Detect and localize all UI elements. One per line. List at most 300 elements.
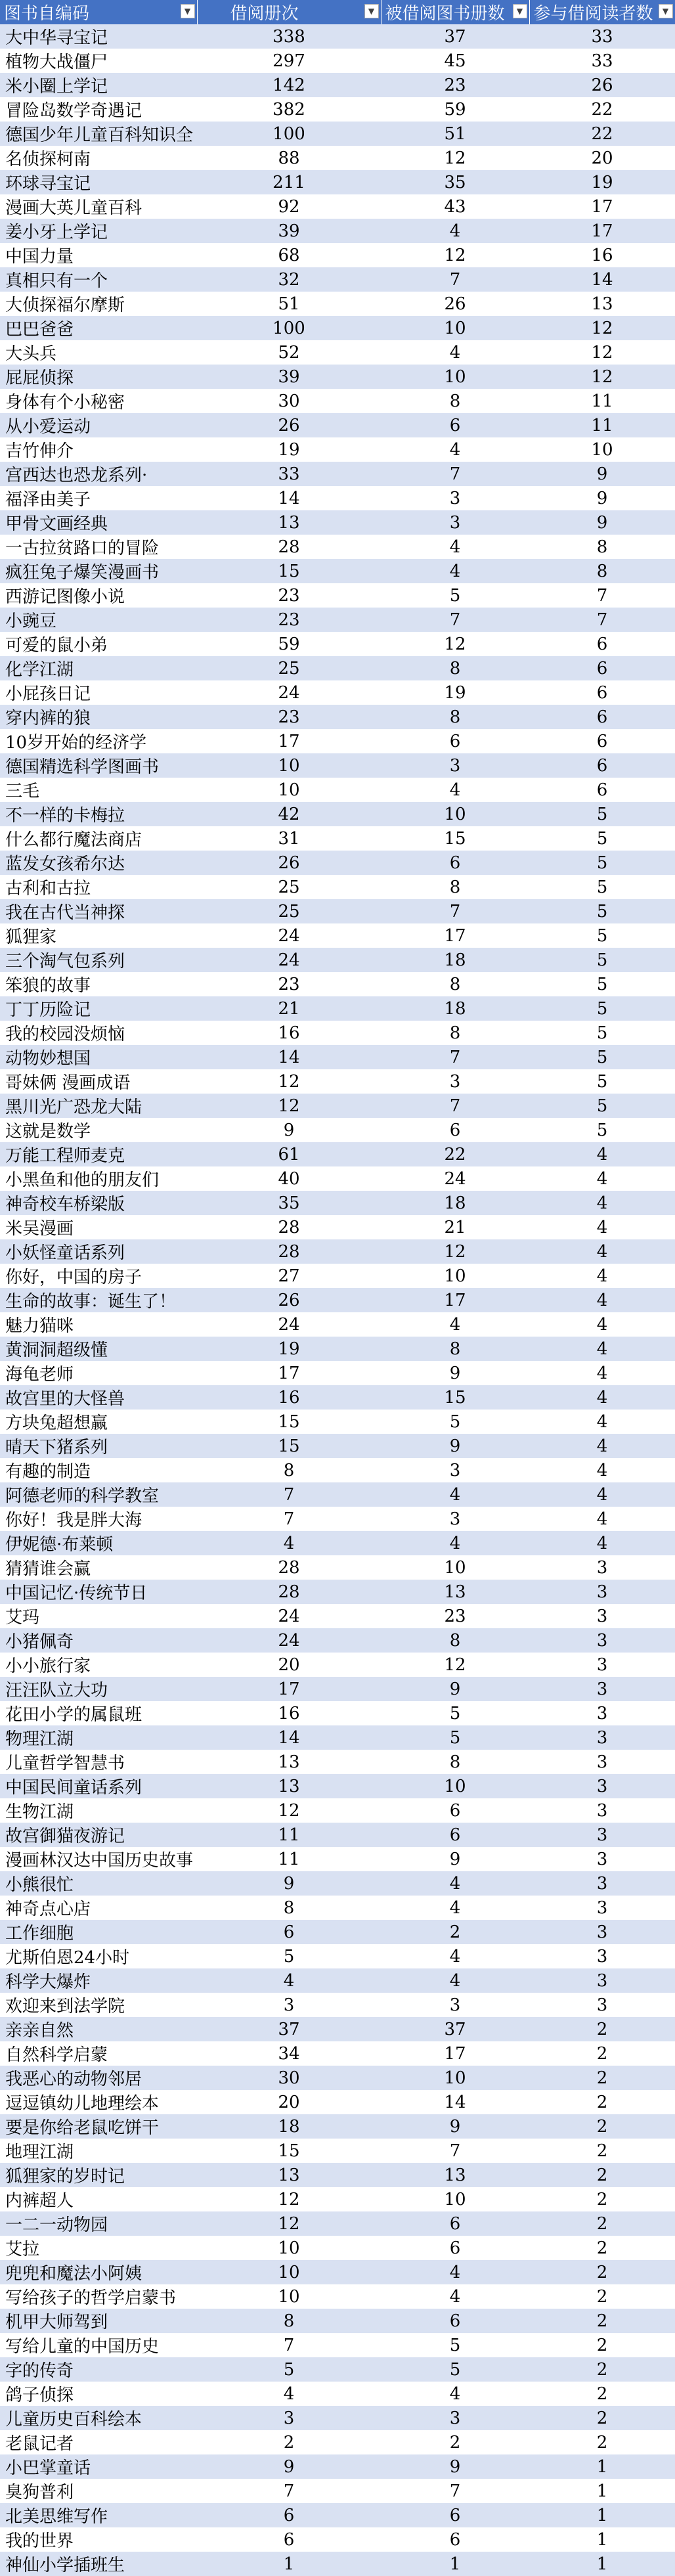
cell-reader-count[interactable]: 2 xyxy=(529,2309,675,2333)
column-header-reader-count[interactable] xyxy=(529,0,675,24)
cell-borrow-count[interactable]: 338 xyxy=(197,24,381,49)
cell-borrow-count[interactable]: 27 xyxy=(197,1264,381,1288)
cell-borrowed-books[interactable]: 3 xyxy=(381,486,529,510)
cell-borrow-count[interactable]: 15 xyxy=(197,1434,381,1458)
cell-reader-count[interactable]: 26 xyxy=(529,73,675,97)
cell-borrow-count[interactable]: 18 xyxy=(197,2114,381,2139)
cell-book-code[interactable]: 小豌豆 xyxy=(0,608,197,632)
cell-book-code[interactable]: 笨狼的故事 xyxy=(0,972,197,996)
cell-borrowed-books[interactable]: 10 xyxy=(381,1555,529,1580)
cell-borrowed-books[interactable]: 51 xyxy=(381,122,529,146)
cell-book-code[interactable]: 尤斯伯恩24小时 xyxy=(0,1944,197,1968)
cell-borrow-count[interactable]: 13 xyxy=(197,2163,381,2187)
cell-book-code[interactable]: 德国少年儿童百科知识全 xyxy=(0,122,197,146)
cell-borrowed-books[interactable]: 8 xyxy=(381,875,529,899)
cell-reader-count[interactable]: 33 xyxy=(529,49,675,73)
cell-borrowed-books[interactable]: 3 xyxy=(381,1507,529,1531)
cell-reader-count[interactable]: 5 xyxy=(529,826,675,851)
cell-borrowed-books[interactable]: 6 xyxy=(381,729,529,753)
cell-book-code[interactable]: 西游记图像小说 xyxy=(0,583,197,608)
cell-reader-count[interactable]: 4 xyxy=(529,1385,675,1410)
cell-borrow-count[interactable]: 16 xyxy=(197,1701,381,1725)
cell-borrow-count[interactable]: 4 xyxy=(197,1968,381,1993)
cell-reader-count[interactable]: 3 xyxy=(529,1968,675,1993)
cell-borrowed-books[interactable]: 7 xyxy=(381,899,529,923)
cell-book-code[interactable]: 环球寻宝记 xyxy=(0,170,197,194)
cell-reader-count[interactable]: 4 xyxy=(529,1410,675,1434)
cell-borrowed-books[interactable]: 4 xyxy=(381,778,529,802)
cell-borrowed-books[interactable]: 12 xyxy=(381,1653,529,1677)
cell-reader-count[interactable]: 6 xyxy=(529,656,675,680)
cell-book-code[interactable]: 大侦探福尔摩斯 xyxy=(0,292,197,316)
cell-reader-count[interactable]: 6 xyxy=(529,632,675,656)
cell-borrow-count[interactable]: 142 xyxy=(197,73,381,97)
cell-borrowed-books[interactable]: 4 xyxy=(381,1482,529,1507)
cell-borrowed-books[interactable]: 4 xyxy=(381,1944,529,1968)
cell-book-code[interactable]: 字的传奇 xyxy=(0,2357,197,2382)
cell-borrowed-books[interactable]: 7 xyxy=(381,1094,529,1118)
cell-borrow-count[interactable]: 32 xyxy=(197,267,381,292)
cell-book-code[interactable]: 写给孩子的哲学启蒙书 xyxy=(0,2284,197,2309)
cell-borrow-count[interactable]: 297 xyxy=(197,49,381,73)
cell-borrowed-books[interactable]: 4 xyxy=(381,437,529,462)
cell-borrow-count[interactable]: 42 xyxy=(197,802,381,826)
cell-borrow-count[interactable]: 25 xyxy=(197,875,381,899)
cell-book-code[interactable]: 阿德老师的科学教室 xyxy=(0,1482,197,1507)
cell-borrow-count[interactable]: 7 xyxy=(197,1507,381,1531)
cell-book-code[interactable]: 亲亲自然 xyxy=(0,2017,197,2041)
cell-borrowed-books[interactable]: 4 xyxy=(381,1531,529,1555)
cell-reader-count[interactable]: 2 xyxy=(529,2406,675,2430)
cell-borrowed-books[interactable]: 5 xyxy=(381,2333,529,2357)
cell-book-code[interactable]: 疯狂兔子爆笑漫画书 xyxy=(0,559,197,583)
cell-book-code[interactable]: 小屁孩日记 xyxy=(0,680,197,705)
cell-borrowed-books[interactable]: 35 xyxy=(381,170,529,194)
cell-reader-count[interactable]: 2 xyxy=(529,2187,675,2211)
cell-borrowed-books[interactable]: 13 xyxy=(381,2163,529,2187)
cell-borrowed-books[interactable]: 26 xyxy=(381,292,529,316)
cell-borrow-count[interactable]: 6 xyxy=(197,2503,381,2527)
cell-book-code[interactable]: 漫画林汉达中国历史故事 xyxy=(0,1847,197,1871)
cell-borrowed-books[interactable]: 4 xyxy=(381,219,529,243)
cell-reader-count[interactable]: 3 xyxy=(529,1896,675,1920)
cell-borrowed-books[interactable]: 3 xyxy=(381,1069,529,1094)
cell-book-code[interactable]: 什么都行魔法商店 xyxy=(0,826,197,851)
cell-reader-count[interactable]: 16 xyxy=(529,243,675,267)
cell-borrow-count[interactable]: 33 xyxy=(197,462,381,486)
cell-book-code[interactable]: 丁丁历险记 xyxy=(0,996,197,1021)
cell-borrowed-books[interactable]: 4 xyxy=(381,559,529,583)
cell-reader-count[interactable]: 22 xyxy=(529,122,675,146)
cell-borrow-count[interactable]: 17 xyxy=(197,1677,381,1701)
cell-borrow-count[interactable]: 24 xyxy=(197,1628,381,1653)
cell-borrowed-books[interactable]: 21 xyxy=(381,1215,529,1239)
cell-reader-count[interactable]: 5 xyxy=(529,1069,675,1094)
cell-borrow-count[interactable]: 7 xyxy=(197,1482,381,1507)
cell-borrowed-books[interactable]: 5 xyxy=(381,1725,529,1750)
cell-borrow-count[interactable]: 12 xyxy=(197,1094,381,1118)
cell-borrow-count[interactable]: 13 xyxy=(197,1750,381,1774)
cell-book-code[interactable]: 姜小牙上学记 xyxy=(0,219,197,243)
cell-book-code[interactable]: 北美思维写作 xyxy=(0,2503,197,2527)
cell-reader-count[interactable]: 2 xyxy=(529,2357,675,2382)
cell-reader-count[interactable]: 2 xyxy=(529,2139,675,2163)
cell-book-code[interactable]: 晴天下猪系列 xyxy=(0,1434,197,1458)
cell-borrow-count[interactable]: 6 xyxy=(197,1920,381,1944)
cell-borrow-count[interactable]: 31 xyxy=(197,826,381,851)
cell-book-code[interactable]: 蓝发女孩希尔达 xyxy=(0,851,197,875)
cell-book-code[interactable]: 冒险岛数学奇遇记 xyxy=(0,97,197,122)
cell-borrow-count[interactable]: 13 xyxy=(197,510,381,535)
cell-borrow-count[interactable]: 24 xyxy=(197,1604,381,1628)
cell-reader-count[interactable]: 1 xyxy=(529,2454,675,2479)
cell-reader-count[interactable]: 4 xyxy=(529,1312,675,1337)
cell-borrowed-books[interactable]: 6 xyxy=(381,1798,529,1823)
cell-borrow-count[interactable]: 19 xyxy=(197,1337,381,1361)
cell-reader-count[interactable]: 3 xyxy=(529,1628,675,1653)
cell-book-code[interactable]: 福泽由美子 xyxy=(0,486,197,510)
cell-reader-count[interactable]: 9 xyxy=(529,462,675,486)
cell-book-code[interactable]: 10岁开始的经济学 xyxy=(0,729,197,753)
cell-book-code[interactable]: 一古拉贫路口的冒险 xyxy=(0,535,197,559)
cell-borrow-count[interactable]: 8 xyxy=(197,2309,381,2333)
cell-borrowed-books[interactable]: 12 xyxy=(381,632,529,656)
cell-reader-count[interactable]: 17 xyxy=(529,194,675,219)
cell-borrowed-books[interactable]: 7 xyxy=(381,462,529,486)
cell-borrow-count[interactable]: 9 xyxy=(197,1871,381,1896)
cell-reader-count[interactable]: 11 xyxy=(529,413,675,437)
cell-borrow-count[interactable]: 4 xyxy=(197,2382,381,2406)
cell-book-code[interactable]: 鸽子侦探 xyxy=(0,2382,197,2406)
cell-book-code[interactable]: 化学江湖 xyxy=(0,656,197,680)
cell-book-code[interactable]: 逗逗镇幼儿地理绘本 xyxy=(0,2090,197,2114)
cell-borrowed-books[interactable]: 5 xyxy=(381,1701,529,1725)
cell-borrow-count[interactable]: 7 xyxy=(197,2479,381,2503)
cell-reader-count[interactable]: 4 xyxy=(529,1142,675,1166)
cell-reader-count[interactable]: 3 xyxy=(529,1750,675,1774)
cell-book-code[interactable]: 宫西达也恐龙系列· xyxy=(0,462,197,486)
cell-book-code[interactable]: 花田小学的属鼠班 xyxy=(0,1701,197,1725)
cell-book-code[interactable]: 中国力量 xyxy=(0,243,197,267)
cell-borrowed-books[interactable]: 4 xyxy=(381,2260,529,2284)
cell-reader-count[interactable]: 6 xyxy=(529,680,675,705)
cell-reader-count[interactable]: 3 xyxy=(529,1823,675,1847)
cell-book-code[interactable]: 名侦探柯南 xyxy=(0,146,197,170)
cell-reader-count[interactable]: 3 xyxy=(529,1653,675,1677)
cell-book-code[interactable]: 魅力猫咪 xyxy=(0,1312,197,1337)
cell-borrowed-books[interactable]: 12 xyxy=(381,243,529,267)
cell-borrowed-books[interactable]: 3 xyxy=(381,1458,529,1482)
cell-borrowed-books[interactable]: 17 xyxy=(381,923,529,948)
cell-borrowed-books[interactable]: 15 xyxy=(381,826,529,851)
cell-reader-count[interactable]: 2 xyxy=(529,2114,675,2139)
filter-dropdown-icon[interactable]: ▼ xyxy=(364,4,379,18)
cell-reader-count[interactable]: 2 xyxy=(529,2260,675,2284)
cell-borrow-count[interactable]: 10 xyxy=(197,753,381,778)
cell-book-code[interactable]: 科学大爆炸 xyxy=(0,1968,197,1993)
cell-borrowed-books[interactable]: 9 xyxy=(381,1677,529,1701)
cell-reader-count[interactable]: 1 xyxy=(529,2552,675,2576)
cell-reader-count[interactable]: 3 xyxy=(529,1580,675,1604)
cell-reader-count[interactable]: 22 xyxy=(529,97,675,122)
cell-borrowed-books[interactable]: 10 xyxy=(381,316,529,340)
cell-book-code[interactable]: 你好！我是胖大海 xyxy=(0,1507,197,1531)
cell-borrowed-books[interactable]: 8 xyxy=(381,1750,529,1774)
cell-borrow-count[interactable]: 16 xyxy=(197,1385,381,1410)
cell-borrowed-books[interactable]: 14 xyxy=(381,2090,529,2114)
cell-borrow-count[interactable]: 39 xyxy=(197,365,381,389)
cell-borrowed-books[interactable]: 59 xyxy=(381,97,529,122)
cell-borrow-count[interactable]: 4 xyxy=(197,1531,381,1555)
cell-borrowed-books[interactable]: 10 xyxy=(381,1264,529,1288)
cell-borrow-count[interactable]: 52 xyxy=(197,340,381,365)
cell-borrowed-books[interactable]: 17 xyxy=(381,1288,529,1312)
cell-borrowed-books[interactable]: 6 xyxy=(381,1823,529,1847)
cell-reader-count[interactable]: 2 xyxy=(529,2163,675,2187)
cell-reader-count[interactable]: 5 xyxy=(529,1045,675,1069)
cell-reader-count[interactable]: 20 xyxy=(529,146,675,170)
cell-borrowed-books[interactable]: 4 xyxy=(381,2284,529,2309)
cell-borrow-count[interactable]: 6 xyxy=(197,2527,381,2552)
cell-borrowed-books[interactable]: 12 xyxy=(381,146,529,170)
cell-borrow-count[interactable]: 15 xyxy=(197,559,381,583)
cell-borrow-count[interactable]: 5 xyxy=(197,1944,381,1968)
cell-borrow-count[interactable]: 17 xyxy=(197,729,381,753)
cell-book-code[interactable]: 我的校园没烦恼 xyxy=(0,1021,197,1045)
cell-book-code[interactable]: 臭狗普利 xyxy=(0,2479,197,2503)
cell-book-code[interactable]: 小猪佩奇 xyxy=(0,1628,197,1653)
cell-book-code[interactable]: 屁屁侦探 xyxy=(0,365,197,389)
cell-book-code[interactable]: 神奇点心店 xyxy=(0,1896,197,1920)
cell-borrow-count[interactable]: 51 xyxy=(197,292,381,316)
cell-borrowed-books[interactable]: 9 xyxy=(381,1434,529,1458)
cell-borrow-count[interactable]: 35 xyxy=(197,1191,381,1215)
cell-borrow-count[interactable]: 28 xyxy=(197,1580,381,1604)
cell-book-code[interactable]: 内裤超人 xyxy=(0,2187,197,2211)
cell-borrowed-books[interactable]: 15 xyxy=(381,1385,529,1410)
cell-book-code[interactable]: 狐狸家 xyxy=(0,923,197,948)
cell-book-code[interactable]: 方块兔超想赢 xyxy=(0,1410,197,1434)
cell-book-code[interactable]: 米吴漫画 xyxy=(0,1215,197,1239)
cell-book-code[interactable]: 漫画大英儿童百科 xyxy=(0,194,197,219)
cell-borrowed-books[interactable]: 4 xyxy=(381,1312,529,1337)
cell-book-code[interactable]: 米小圈上学记 xyxy=(0,73,197,97)
cell-reader-count[interactable]: 6 xyxy=(529,729,675,753)
filter-dropdown-icon[interactable]: ▼ xyxy=(181,4,195,18)
cell-borrow-count[interactable]: 24 xyxy=(197,680,381,705)
cell-borrowed-books[interactable]: 10 xyxy=(381,1774,529,1798)
cell-book-code[interactable]: 海龟老师 xyxy=(0,1361,197,1385)
cell-borrow-count[interactable]: 8 xyxy=(197,1896,381,1920)
cell-borrow-count[interactable]: 28 xyxy=(197,1239,381,1264)
cell-borrow-count[interactable]: 26 xyxy=(197,1288,381,1312)
cell-reader-count[interactable]: 2 xyxy=(529,2090,675,2114)
cell-reader-count[interactable]: 2 xyxy=(529,2430,675,2454)
cell-borrowed-books[interactable]: 5 xyxy=(381,583,529,608)
cell-book-code[interactable]: 你好，中国的房子 xyxy=(0,1264,197,1288)
cell-borrow-count[interactable]: 11 xyxy=(197,1847,381,1871)
cell-borrow-count[interactable]: 24 xyxy=(197,948,381,972)
cell-borrowed-books[interactable]: 6 xyxy=(381,2236,529,2260)
cell-reader-count[interactable]: 2 xyxy=(529,2041,675,2066)
cell-borrowed-books[interactable]: 10 xyxy=(381,365,529,389)
cell-book-code[interactable]: 大中华寻宝记 xyxy=(0,24,197,49)
cell-borrow-count[interactable]: 25 xyxy=(197,656,381,680)
column-header-borrow-count[interactable] xyxy=(197,0,381,24)
cell-borrow-count[interactable]: 28 xyxy=(197,1215,381,1239)
cell-book-code[interactable]: 猜猜谁会赢 xyxy=(0,1555,197,1580)
cell-borrow-count[interactable]: 11 xyxy=(197,1823,381,1847)
cell-borrow-count[interactable]: 40 xyxy=(197,1166,381,1191)
cell-reader-count[interactable]: 1 xyxy=(529,2527,675,2552)
cell-book-code[interactable]: 兜兜和魔法小阿姨 xyxy=(0,2260,197,2284)
cell-borrowed-books[interactable]: 7 xyxy=(381,2139,529,2163)
cell-borrow-count[interactable]: 3 xyxy=(197,1993,381,2017)
cell-borrow-count[interactable]: 92 xyxy=(197,194,381,219)
cell-book-code[interactable]: 要是你给老鼠吃饼干 xyxy=(0,2114,197,2139)
cell-borrowed-books[interactable]: 4 xyxy=(381,1968,529,1993)
cell-reader-count[interactable]: 4 xyxy=(529,1264,675,1288)
cell-reader-count[interactable]: 3 xyxy=(529,1993,675,2017)
cell-borrowed-books[interactable]: 10 xyxy=(381,2066,529,2090)
cell-book-code[interactable]: 可爱的鼠小弟 xyxy=(0,632,197,656)
cell-book-code[interactable]: 神奇校车桥梁版 xyxy=(0,1191,197,1215)
cell-book-code[interactable]: 动物妙想国 xyxy=(0,1045,197,1069)
cell-borrowed-books[interactable]: 45 xyxy=(381,49,529,73)
cell-borrowed-books[interactable]: 8 xyxy=(381,1337,529,1361)
cell-book-code[interactable]: 艾玛 xyxy=(0,1604,197,1628)
cell-borrowed-books[interactable]: 6 xyxy=(381,2503,529,2527)
cell-reader-count[interactable]: 19 xyxy=(529,170,675,194)
cell-borrow-count[interactable]: 12 xyxy=(197,1069,381,1094)
cell-reader-count[interactable]: 5 xyxy=(529,923,675,948)
cell-borrow-count[interactable]: 17 xyxy=(197,1361,381,1385)
cell-borrowed-books[interactable]: 24 xyxy=(381,1166,529,1191)
cell-borrowed-books[interactable]: 5 xyxy=(381,2357,529,2382)
cell-borrow-count[interactable]: 16 xyxy=(197,1021,381,1045)
cell-borrow-count[interactable]: 24 xyxy=(197,923,381,948)
cell-borrowed-books[interactable]: 8 xyxy=(381,1628,529,1653)
cell-borrow-count[interactable]: 20 xyxy=(197,1653,381,1677)
cell-borrow-count[interactable]: 28 xyxy=(197,535,381,559)
cell-borrowed-books[interactable]: 8 xyxy=(381,705,529,729)
cell-reader-count[interactable]: 5 xyxy=(529,948,675,972)
cell-book-code[interactable]: 地理江湖 xyxy=(0,2139,197,2163)
cell-book-code[interactable]: 黑川光广恐龙大陆 xyxy=(0,1094,197,1118)
cell-reader-count[interactable]: 5 xyxy=(529,1094,675,1118)
cell-borrowed-books[interactable]: 10 xyxy=(381,802,529,826)
cell-book-code[interactable]: 我在古代当神探 xyxy=(0,899,197,923)
cell-borrow-count[interactable]: 26 xyxy=(197,851,381,875)
cell-borrow-count[interactable]: 26 xyxy=(197,413,381,437)
cell-borrowed-books[interactable]: 3 xyxy=(381,510,529,535)
cell-borrowed-books[interactable]: 6 xyxy=(381,2527,529,2552)
cell-book-code[interactable]: 中国民间童话系列 xyxy=(0,1774,197,1798)
cell-reader-count[interactable]: 5 xyxy=(529,1021,675,1045)
cell-borrowed-books[interactable]: 6 xyxy=(381,2309,529,2333)
cell-borrowed-books[interactable]: 4 xyxy=(381,535,529,559)
cell-reader-count[interactable]: 3 xyxy=(529,1920,675,1944)
cell-book-code[interactable]: 中国记忆·传统节日 xyxy=(0,1580,197,1604)
cell-reader-count[interactable]: 4 xyxy=(529,1482,675,1507)
cell-borrow-count[interactable]: 10 xyxy=(197,2260,381,2284)
cell-borrow-count[interactable]: 61 xyxy=(197,1142,381,1166)
cell-reader-count[interactable]: 4 xyxy=(529,1507,675,1531)
cell-reader-count[interactable]: 4 xyxy=(529,1458,675,1482)
cell-book-code[interactable]: 吉竹伸介 xyxy=(0,437,197,462)
cell-book-code[interactable]: 小妖怪童话系列 xyxy=(0,1239,197,1264)
cell-borrowed-books[interactable]: 6 xyxy=(381,851,529,875)
cell-borrowed-books[interactable]: 3 xyxy=(381,2406,529,2430)
cell-book-code[interactable]: 黄洞洞超级懂 xyxy=(0,1337,197,1361)
cell-borrowed-books[interactable]: 12 xyxy=(381,1239,529,1264)
cell-reader-count[interactable]: 33 xyxy=(529,24,675,49)
cell-book-code[interactable]: 身体有个小秘密 xyxy=(0,389,197,413)
cell-borrow-count[interactable]: 1 xyxy=(197,2552,381,2576)
cell-borrow-count[interactable]: 100 xyxy=(197,316,381,340)
cell-borrow-count[interactable]: 12 xyxy=(197,1798,381,1823)
cell-reader-count[interactable]: 5 xyxy=(529,875,675,899)
cell-book-code[interactable]: 植物大战僵尸 xyxy=(0,49,197,73)
cell-book-code[interactable]: 工作细胞 xyxy=(0,1920,197,1944)
cell-reader-count[interactable]: 4 xyxy=(529,1215,675,1239)
cell-reader-count[interactable]: 12 xyxy=(529,340,675,365)
cell-book-code[interactable]: 有趣的制造 xyxy=(0,1458,197,1482)
cell-book-code[interactable]: 从小爱运动 xyxy=(0,413,197,437)
cell-borrowed-books[interactable]: 8 xyxy=(381,656,529,680)
cell-borrow-count[interactable]: 59 xyxy=(197,632,381,656)
cell-borrowed-books[interactable]: 18 xyxy=(381,996,529,1021)
cell-book-code[interactable]: 小小旅行家 xyxy=(0,1653,197,1677)
cell-borrowed-books[interactable]: 2 xyxy=(381,2430,529,2454)
cell-reader-count[interactable]: 5 xyxy=(529,851,675,875)
cell-borrow-count[interactable]: 21 xyxy=(197,996,381,1021)
cell-borrow-count[interactable]: 7 xyxy=(197,2333,381,2357)
cell-reader-count[interactable]: 2 xyxy=(529,2236,675,2260)
cell-borrow-count[interactable]: 28 xyxy=(197,1555,381,1580)
cell-book-code[interactable]: 汪汪队立大功 xyxy=(0,1677,197,1701)
cell-reader-count[interactable]: 3 xyxy=(529,1555,675,1580)
cell-book-code[interactable]: 写给儿童的中国历史 xyxy=(0,2333,197,2357)
cell-borrow-count[interactable]: 15 xyxy=(197,2139,381,2163)
cell-reader-count[interactable]: 9 xyxy=(529,510,675,535)
cell-borrowed-books[interactable]: 7 xyxy=(381,608,529,632)
cell-borrowed-books[interactable]: 7 xyxy=(381,2479,529,2503)
cell-book-code[interactable]: 老鼠记者 xyxy=(0,2430,197,2454)
cell-borrow-count[interactable]: 88 xyxy=(197,146,381,170)
cell-borrowed-books[interactable]: 10 xyxy=(381,2187,529,2211)
cell-reader-count[interactable]: 6 xyxy=(529,705,675,729)
cell-reader-count[interactable]: 2 xyxy=(529,2333,675,2357)
cell-borrowed-books[interactable]: 18 xyxy=(381,948,529,972)
cell-borrowed-books[interactable]: 2 xyxy=(381,1920,529,1944)
cell-borrow-count[interactable]: 9 xyxy=(197,1118,381,1142)
cell-reader-count[interactable]: 2 xyxy=(529,2284,675,2309)
cell-borrowed-books[interactable]: 18 xyxy=(381,1191,529,1215)
cell-borrow-count[interactable]: 30 xyxy=(197,389,381,413)
cell-borrowed-books[interactable]: 23 xyxy=(381,1604,529,1628)
cell-borrowed-books[interactable]: 8 xyxy=(381,389,529,413)
cell-reader-count[interactable]: 3 xyxy=(529,1604,675,1628)
cell-reader-count[interactable]: 4 xyxy=(529,1361,675,1385)
cell-book-code[interactable]: 机甲大师驾到 xyxy=(0,2309,197,2333)
cell-reader-count[interactable]: 2 xyxy=(529,2017,675,2041)
cell-borrowed-books[interactable]: 5 xyxy=(381,1410,529,1434)
cell-book-code[interactable]: 这就是数学 xyxy=(0,1118,197,1142)
cell-book-code[interactable]: 古利和古拉 xyxy=(0,875,197,899)
cell-reader-count[interactable]: 1 xyxy=(529,2503,675,2527)
cell-book-code[interactable]: 我恶心的动物邻居 xyxy=(0,2066,197,2090)
